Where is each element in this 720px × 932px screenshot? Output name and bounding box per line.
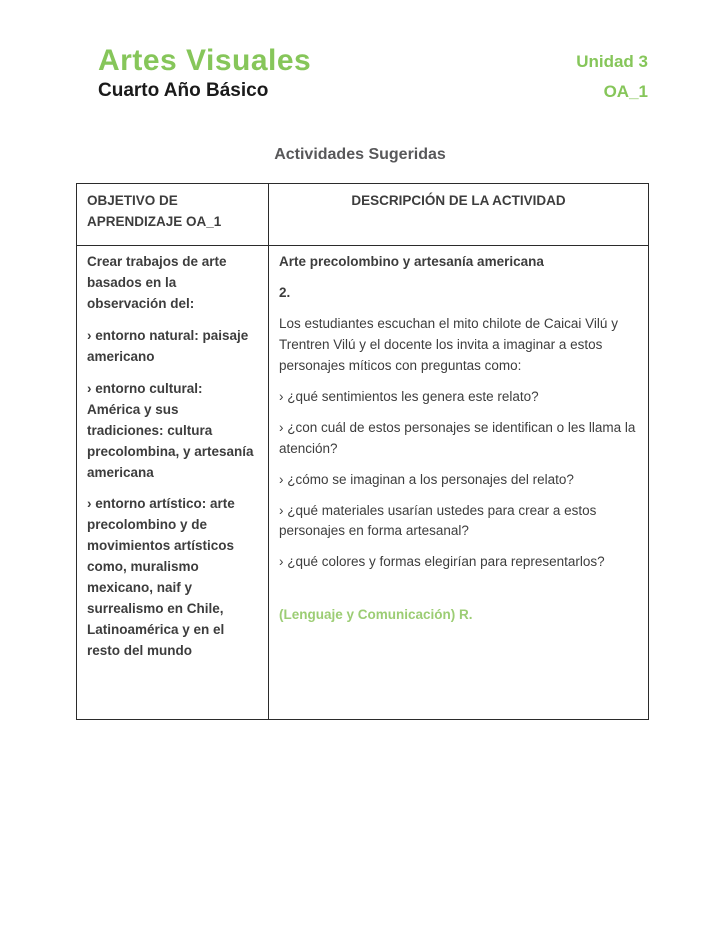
activity-question: › ¿qué sentimientos les genera este relato? [279, 388, 539, 404]
objective-item: › entorno natural: paisaje americano [87, 328, 249, 364]
table-header-row [77, 184, 649, 246]
document-header [0, 0, 720, 102]
activity-cell [269, 246, 649, 720]
unit-label: Unidad 3 [576, 52, 648, 71]
activities-table [76, 183, 649, 720]
course-title: Artes Visuales [98, 44, 312, 77]
activity-question: › ¿cómo se imaginan a los personajes del relato? [279, 471, 574, 487]
activity-title: Arte precolombino y artesanía americana [279, 254, 544, 270]
grade-subtitle: Cuarto Año Básico [98, 80, 269, 101]
activity-intro: Los estudiantes escuchan el mito chilote de Caicai Vilú y Trentren Vilú y el docente los invita a imaginar a estos personajes míticos con preguntas como: [279, 316, 618, 373]
activity-question: › ¿con cuál de estos personajes se identifican o les llama la atención? [279, 419, 636, 456]
activity-number: 2. [279, 285, 291, 301]
activity-question: › ¿qué materiales usarían ustedes para crear a estos personajes en forma artesanal? [279, 502, 597, 539]
objective-intro: Crear trabajos de arte basados en la observación del: [87, 254, 227, 312]
objective-cell [77, 246, 269, 720]
oa-label: OA_1 [603, 82, 648, 102]
description-column-header: DESCRIPCIÓN DE LA ACTIVIDAD [269, 184, 649, 246]
activity-question: › ¿qué colores y formas elegirían para representarlos? [279, 554, 605, 570]
table-body-row [77, 246, 649, 720]
activity-subject-tag: (Lenguaje y Comunicación) R. [279, 607, 473, 623]
objective-item: › entorno artístico: arte precolombino y de movimientos artísticos como, muralismo mexicano, naif y surrealismo en Chile, Latinoamérica y en el resto del mundo [87, 496, 235, 658]
objective-column-header: OBJETIVO DE APRENDIZAJE OA_1 [77, 184, 269, 246]
section-title: Actividades Sugeridas [274, 146, 446, 164]
header-right [576, 44, 648, 102]
header-left [98, 44, 311, 102]
objective-item: › entorno cultural: América y sus tradiciones: cultura precolombina, y artesanía americana [87, 380, 254, 480]
